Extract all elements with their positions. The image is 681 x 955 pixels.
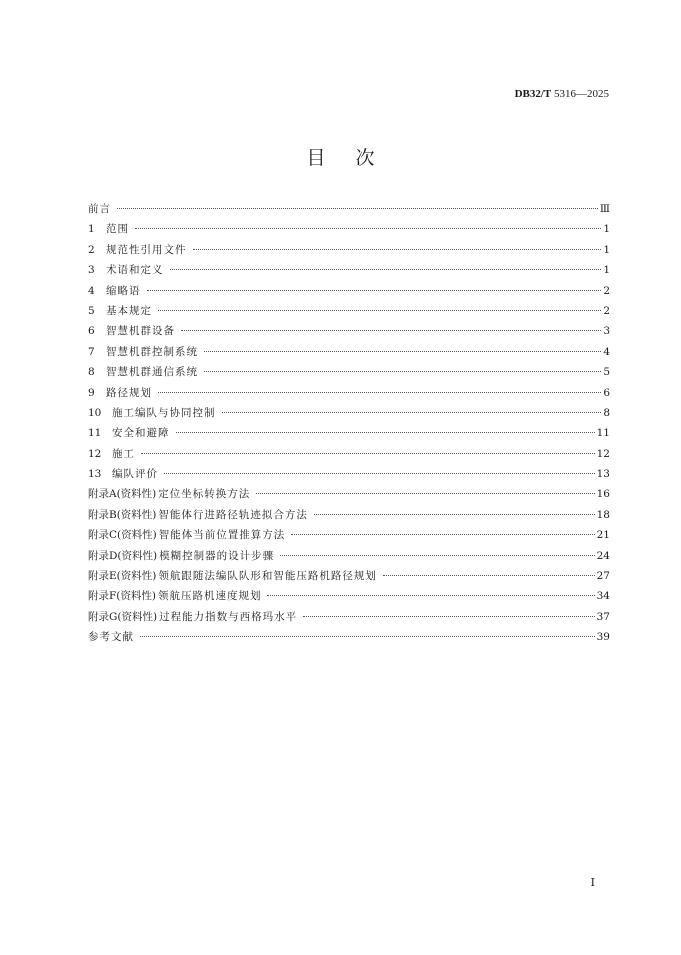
toc-entry-page: 1	[603, 264, 610, 277]
toc-leader-dots	[117, 208, 598, 209]
toc-entry[interactable]	[88, 342, 610, 362]
toc-entry-number: 附录G(资料性)	[88, 610, 158, 623]
toc-entry[interactable]	[88, 444, 610, 464]
toc-entry[interactable]	[88, 260, 610, 280]
toc-entry[interactable]	[88, 546, 610, 566]
toc-entry-page: 6	[603, 386, 610, 399]
toc-entry-number: 3	[88, 264, 95, 277]
toc-leader-dots	[158, 310, 601, 311]
toc-entry-label: 规范性引用文件	[106, 243, 187, 256]
toc-entry-number: 附录A(资料性)	[88, 488, 157, 501]
toc-entry-page: 2	[603, 304, 610, 317]
toc-entry-label: 术语和定义	[106, 264, 164, 277]
toc-leader-dots	[280, 555, 595, 556]
toc-leader-dots	[204, 351, 601, 352]
toc-entry-number: 5	[88, 304, 95, 317]
toc-entry-page: 3	[603, 325, 610, 338]
toc-entry-number: 9	[88, 386, 95, 399]
toc-entry[interactable]	[88, 301, 610, 321]
toc-entry[interactable]	[88, 240, 610, 260]
toc-entry[interactable]	[88, 321, 610, 341]
toc-entry-page: 37	[596, 610, 610, 623]
toc-entry-label: 智慧机群设备	[106, 325, 175, 338]
toc-entry[interactable]	[88, 627, 610, 647]
toc-leader-dots	[147, 290, 602, 291]
toc-entry-label: 范围	[106, 223, 129, 236]
toc-entry-page: 21	[596, 529, 610, 542]
toc-entry-label: 缩略语	[106, 284, 141, 297]
toc-entry[interactable]	[88, 525, 610, 545]
standard-prefix: DB32/T	[514, 88, 552, 100]
toc-entry[interactable]	[88, 219, 610, 239]
toc-leader-dots	[181, 330, 601, 331]
toc-entry-label: 智慧机群控制系统	[106, 345, 198, 358]
page-number: Ⅰ	[590, 876, 595, 889]
toc-entry[interactable]	[88, 403, 610, 423]
toc-entry-number: 1	[88, 223, 95, 236]
toc-leader-dots	[141, 453, 595, 454]
toc-entry-number: 4	[88, 284, 95, 297]
toc-entry-page: 8	[603, 406, 610, 419]
toc-entry-number: 8	[88, 366, 95, 379]
toc-entry[interactable]	[88, 362, 610, 382]
toc-entry[interactable]	[88, 586, 610, 606]
toc-entry-label: 智慧机群通信系统	[106, 366, 198, 379]
toc-entry[interactable]	[88, 199, 610, 219]
toc-entry[interactable]	[88, 566, 610, 586]
toc-entry-page: 24	[596, 549, 610, 562]
toc-entry-label: 安全和避障	[112, 427, 170, 440]
toc-entry-number: 附录B(资料性)	[88, 508, 157, 521]
toc-entry-label: 编队评价	[112, 468, 158, 481]
toc-entry-number: 12	[88, 447, 102, 460]
toc-entry[interactable]	[88, 505, 610, 525]
toc-entry-number: 附录D(资料性)	[88, 549, 158, 562]
toc-entry-label: 施工编队与协同控制	[112, 406, 216, 419]
toc-leader-dots	[222, 412, 602, 413]
toc-entry-number: 11	[88, 427, 102, 440]
toc-entry[interactable]	[88, 607, 610, 627]
table-of-contents	[88, 199, 610, 648]
toc-entry-label: 过程能力指数与西格玛水平	[159, 610, 298, 623]
toc-entry-label: 领航压路机速度规划	[157, 590, 262, 603]
toc-leader-dots	[267, 595, 594, 596]
toc-entry-page: 13	[596, 468, 610, 481]
toc-leader-dots	[176, 432, 595, 433]
toc-leader-dots	[140, 636, 595, 637]
toc-entry-page: 12	[596, 447, 610, 460]
toc-entry-page: 27	[596, 570, 610, 583]
toc-leader-dots	[256, 493, 594, 494]
toc-entry-label: 智能体当前位置推算方法	[158, 529, 286, 542]
toc-leader-dots	[204, 371, 601, 372]
toc-entry-number: 附录C(资料性)	[88, 529, 157, 542]
toc-entry-page: 5	[603, 366, 610, 379]
toc-entry-number: 13	[88, 468, 102, 481]
toc-entry-label: 路径规划	[106, 386, 152, 399]
toc-entry-page: 11	[596, 427, 610, 440]
toc-entry-page: 2	[603, 284, 610, 297]
toc-entry-label: 定位坐标转换方法	[158, 488, 251, 501]
toc-entry-label: 前言	[88, 203, 111, 215]
toc-leader-dots	[170, 269, 602, 270]
toc-entry-number: 2	[88, 243, 95, 256]
toc-entry-page: 34	[596, 590, 610, 603]
toc-leader-dots	[291, 534, 594, 535]
toc-leader-dots	[135, 228, 601, 229]
toc-entry-page: 18	[596, 508, 610, 521]
toc-entry-number: 6	[88, 325, 95, 338]
page-title: 目次	[306, 147, 405, 169]
standard-number	[515, 88, 609, 100]
toc-entry-number: 附录F(资料性)	[88, 590, 156, 603]
toc-entry[interactable]	[88, 484, 610, 504]
toc-entry-label: 模糊控制器的设计步骤	[159, 549, 275, 562]
toc-leader-dots	[164, 473, 595, 474]
standard-code: 5316—2025	[554, 88, 609, 100]
toc-entry-page: Ⅲ	[599, 203, 610, 215]
toc-leader-dots	[314, 514, 595, 515]
toc-leader-dots	[158, 392, 601, 393]
toc-entry[interactable]	[88, 423, 610, 443]
toc-entry[interactable]	[88, 464, 610, 484]
toc-entry-label: 参考文献	[88, 631, 134, 644]
toc-leader-dots	[383, 575, 595, 576]
toc-entry-page: 4	[603, 345, 610, 358]
toc-entry-label: 领航跟随法编队队形和智能压路机路径规划	[158, 570, 377, 583]
toc-leader-dots	[193, 249, 602, 250]
toc-entry[interactable]	[88, 281, 610, 301]
toc-leader-dots	[303, 616, 595, 617]
toc-entry-label: 基本规定	[106, 304, 152, 317]
toc-entry-number: 10	[88, 406, 102, 419]
toc-entry-label: 智能体行进路径轨迹拟合方法	[158, 508, 308, 521]
toc-entry-page: 39	[596, 631, 610, 644]
toc-entry-page: 16	[596, 488, 610, 501]
toc-entry-number: 附录E(资料性)	[88, 570, 157, 583]
toc-entry[interactable]	[88, 383, 610, 403]
toc-entry-page: 1	[603, 243, 610, 256]
toc-entry-label: 施工	[112, 447, 135, 460]
toc-entry-page: 1	[603, 223, 610, 236]
toc-entry-number: 7	[88, 345, 95, 358]
